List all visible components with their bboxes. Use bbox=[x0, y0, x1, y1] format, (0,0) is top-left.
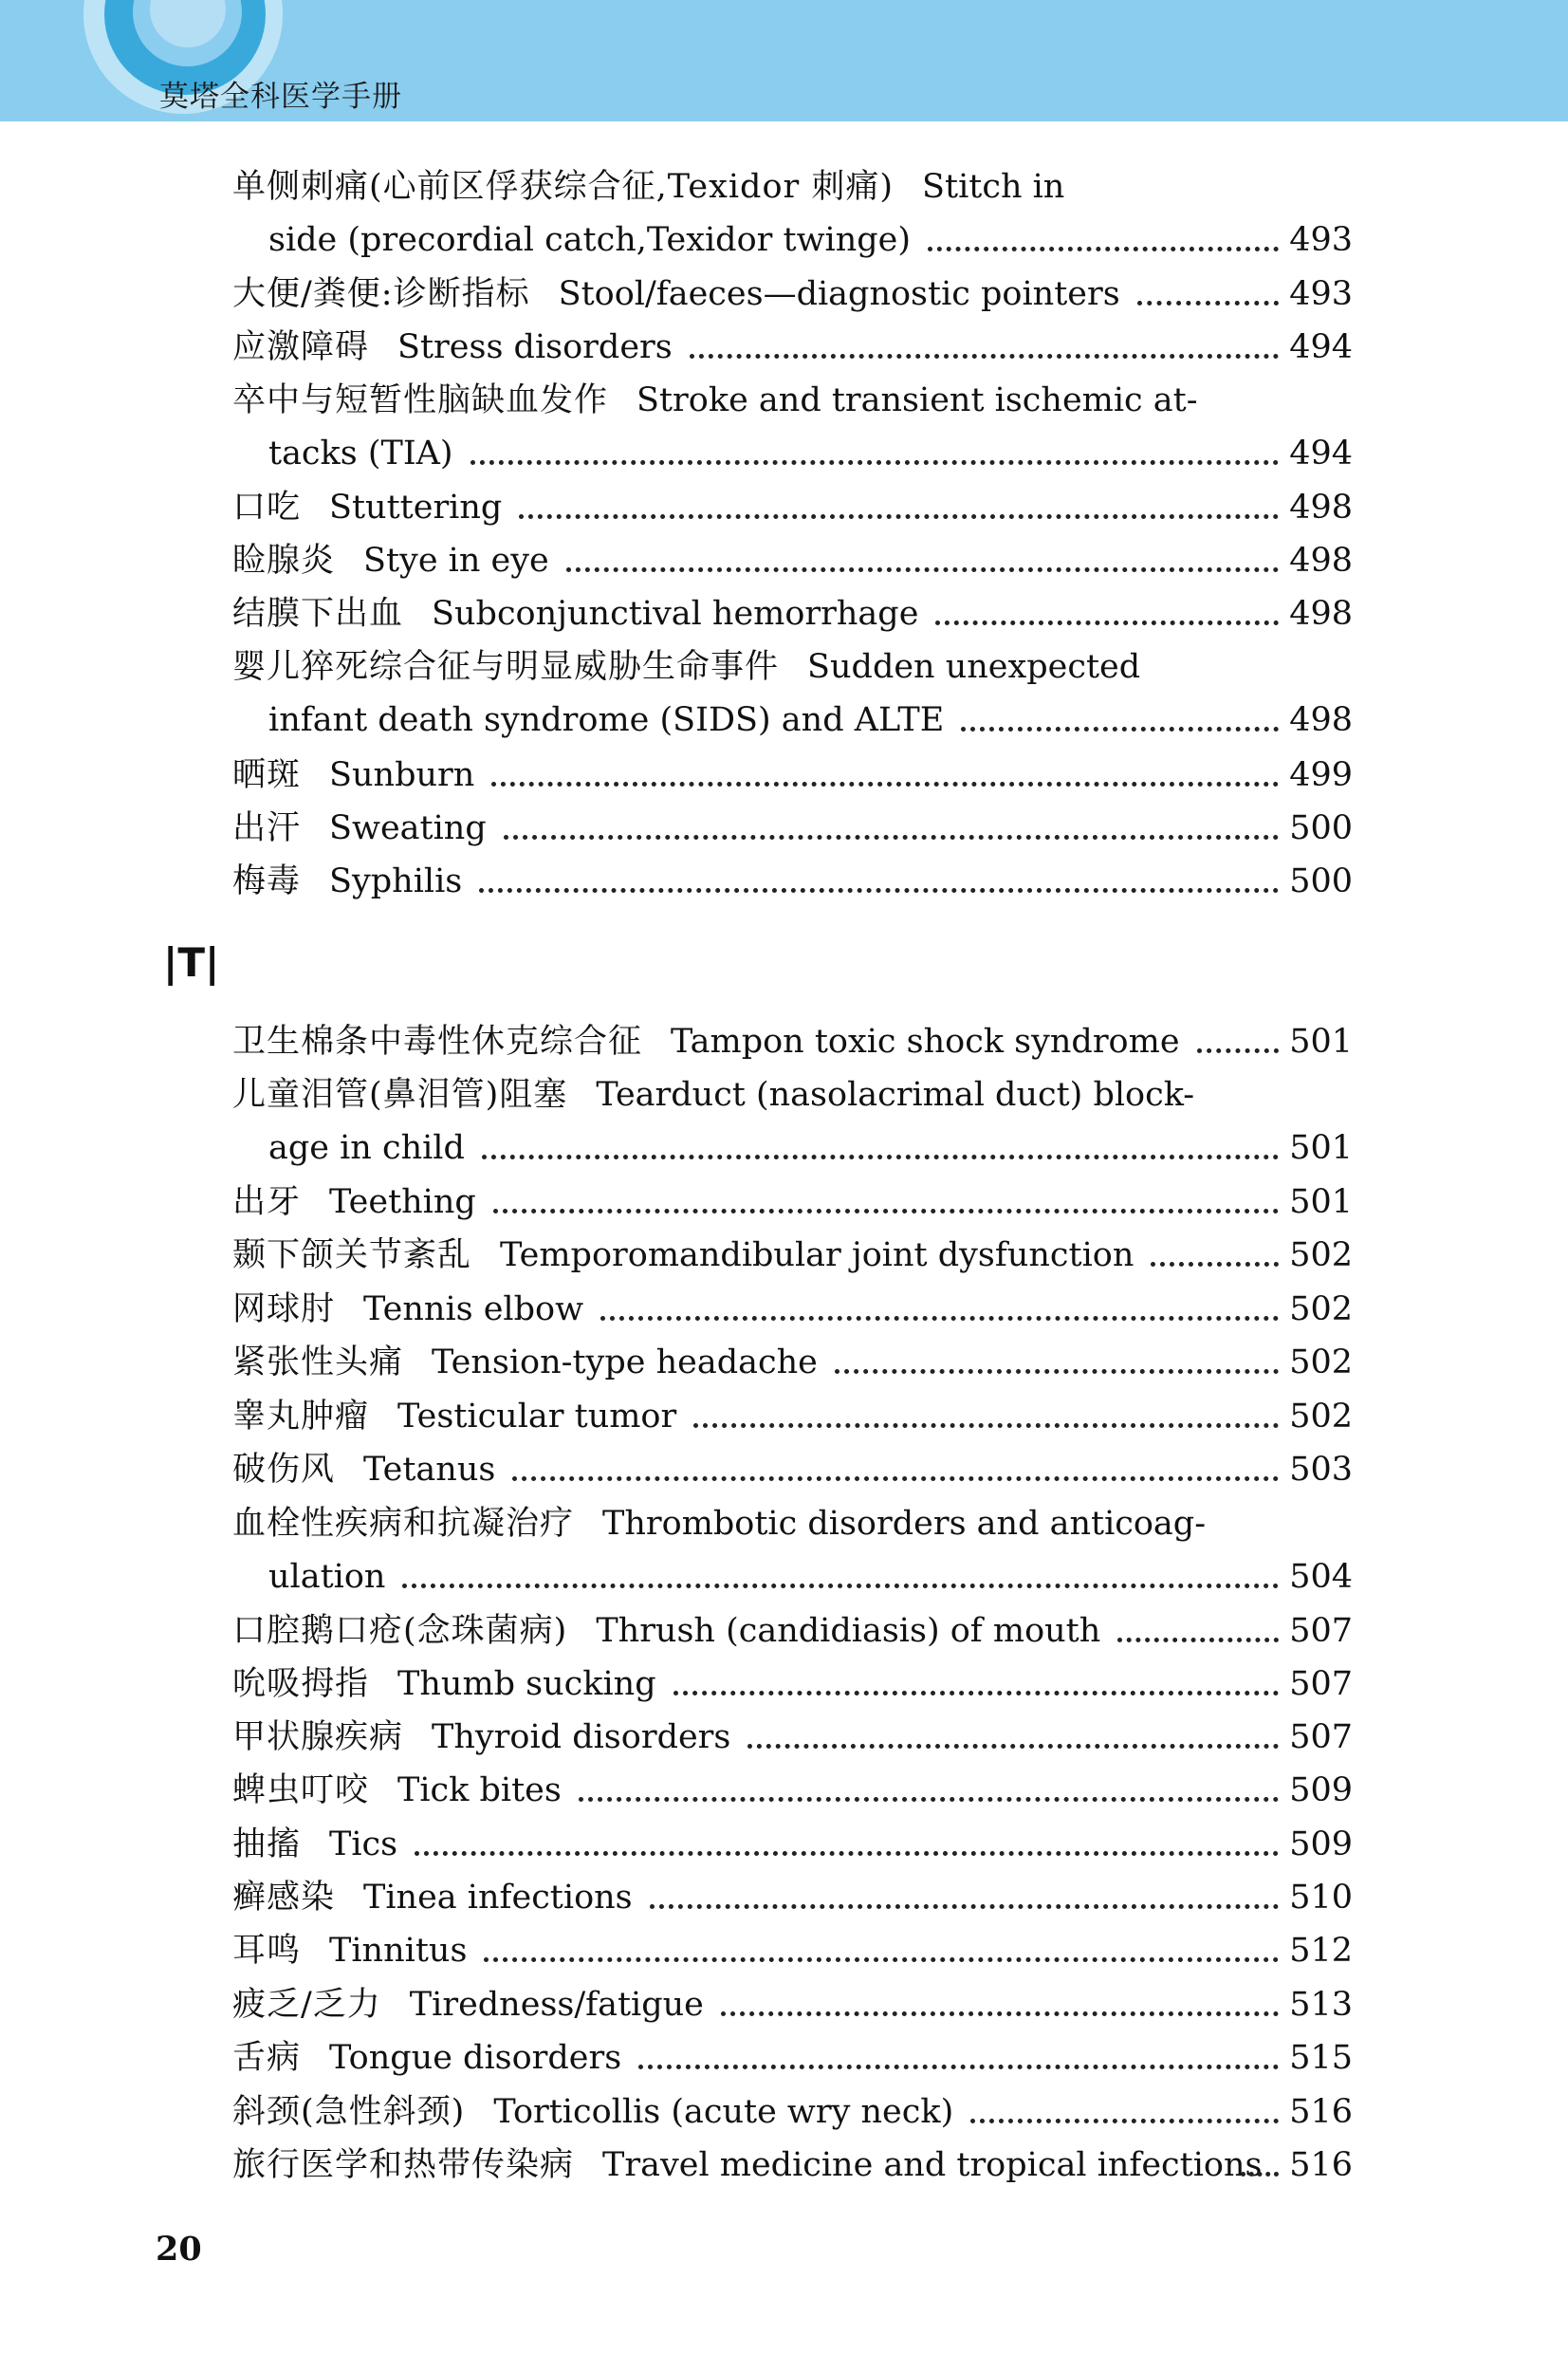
toc-entry-title-line bbox=[232, 1343, 818, 1381]
entry-english-title-continued: tacks (TIA) bbox=[268, 435, 453, 472]
dot-leader bbox=[519, 514, 1279, 519]
entry-page-number: 493 bbox=[1289, 221, 1353, 259]
entry-chinese-title: 耳鸣 bbox=[232, 1932, 302, 1970]
entry-chinese-title: 癣感染 bbox=[232, 1879, 336, 1917]
entry-english-title: Stuttering bbox=[329, 489, 503, 527]
entry-english-title: Temporomandibular joint dysfunction bbox=[500, 1236, 1134, 1274]
dot-leader bbox=[415, 1851, 1279, 1856]
entry-english-title: Sunburn bbox=[329, 756, 475, 794]
entry-chinese-title: 卒中与短暂性脑缺血发作 bbox=[232, 381, 609, 419]
entry-english-title: Travel medicine and tropical infections bbox=[602, 2146, 1263, 2184]
entry-page-number: 504 bbox=[1289, 1558, 1353, 1596]
section-heading-letter: |T| bbox=[163, 939, 220, 986]
entry-chinese-title: 颞下颌关节紊乱 bbox=[232, 1236, 472, 1274]
dot-leader bbox=[638, 2065, 1279, 2069]
toc-entry-title-line bbox=[232, 1183, 476, 1221]
entry-english-title: Tearduct (nasolacrimal duct) block- bbox=[596, 1076, 1195, 1114]
entry-page-number: 509 bbox=[1289, 1825, 1353, 1863]
entry-chinese-title: 口腔鹅口疮(念珠菌病) bbox=[232, 1612, 568, 1650]
entry-chinese-title: 吮吸拇指 bbox=[232, 1665, 370, 1703]
dot-leader bbox=[690, 354, 1279, 359]
toc-entry-title-line bbox=[232, 542, 549, 580]
entry-chinese-title: 梅毒 bbox=[232, 862, 302, 900]
dot-leader bbox=[721, 2011, 1279, 2016]
toc-entry-title-line bbox=[232, 595, 919, 633]
dot-leader bbox=[484, 1957, 1279, 1962]
entry-chinese-title: 紧张性头痛 bbox=[232, 1343, 404, 1381]
entry-chinese-title: 血栓性疾病和抗凝治疗 bbox=[232, 1505, 575, 1543]
dot-leader bbox=[747, 1744, 1279, 1749]
toc-entry-title-line bbox=[232, 381, 1198, 419]
entry-chinese-title: 抽搐 bbox=[232, 1825, 302, 1863]
toc-entry-title-line bbox=[232, 1771, 562, 1809]
toc-entry-title-line bbox=[232, 491, 502, 525]
entry-page-number: 500 bbox=[1289, 862, 1353, 900]
entry-english-title: Torticollis (acute wry neck) bbox=[493, 2093, 954, 2131]
dot-leader bbox=[928, 247, 1279, 251]
entry-chinese-title: 旅行医学和热带传染病 bbox=[232, 2146, 575, 2184]
toc-entry-title-line bbox=[232, 1451, 496, 1489]
dot-leader bbox=[961, 727, 1279, 732]
toc-entry-title-line bbox=[232, 1023, 1180, 1061]
entry-english-title: Tetanus bbox=[363, 1451, 496, 1489]
entry-page-number: 501 bbox=[1289, 1129, 1353, 1167]
toc-entry-title-line bbox=[232, 168, 1065, 206]
entry-english-title: Tampon toxic shock syndrome bbox=[671, 1023, 1180, 1061]
entry-page-number: 516 bbox=[1289, 2146, 1353, 2184]
dot-leader bbox=[935, 621, 1279, 625]
toc-entry-title-line bbox=[232, 862, 463, 900]
entry-page-number: 498 bbox=[1289, 595, 1353, 633]
toc-entry-title-line bbox=[232, 1400, 676, 1434]
entry-english-title: Testicular tumor bbox=[397, 1398, 677, 1436]
entry-english-title: Teething bbox=[329, 1183, 476, 1221]
entry-page-number: 507 bbox=[1289, 1612, 1353, 1650]
entry-english-title: Sudden unexpected bbox=[807, 648, 1141, 686]
dot-leader bbox=[579, 1797, 1279, 1802]
entry-english-title: Subconjunctival hemorrhage bbox=[432, 595, 919, 633]
entry-english-title: Tension-type headache bbox=[432, 1343, 818, 1381]
dot-leader bbox=[402, 1584, 1279, 1588]
dot-leader bbox=[512, 1476, 1279, 1481]
entry-page-number: 499 bbox=[1289, 756, 1353, 794]
toc-entry-title-line bbox=[232, 1290, 584, 1328]
entry-page-number: 507 bbox=[1289, 1665, 1353, 1703]
entry-english-title: Thrush (candidiasis) of mouth bbox=[596, 1612, 1101, 1650]
entry-chinese-title: 出牙 bbox=[232, 1183, 302, 1221]
entry-chinese-title: 出汗 bbox=[232, 809, 302, 847]
entry-page-number: 512 bbox=[1289, 1932, 1353, 1970]
dot-leader bbox=[493, 1209, 1279, 1214]
toc-entry-title-line bbox=[232, 275, 1120, 313]
dot-leader bbox=[482, 1155, 1279, 1159]
entry-page-number: 502 bbox=[1289, 1290, 1353, 1328]
entry-chinese-title: 单侧刺痛(心前区俘获综合征,Texidor 刺痛) bbox=[232, 168, 895, 206]
entry-english-title: Tennis elbow bbox=[363, 1290, 584, 1328]
entry-english-title: Syphilis bbox=[329, 862, 463, 900]
entry-chinese-title: 甲状腺疾病 bbox=[232, 1718, 404, 1756]
entry-chinese-title: 卫生棉条中毒性休克综合征 bbox=[232, 1023, 643, 1061]
book-title: 莫塔全科医学手册 bbox=[159, 80, 402, 114]
entry-page-number: 501 bbox=[1289, 1183, 1353, 1221]
entry-english-title: Tongue disorders bbox=[329, 2039, 622, 2077]
entry-chinese-title: 儿童泪管(鼻泪管)阻塞 bbox=[232, 1076, 568, 1114]
entry-english-title: Tick bites bbox=[397, 1771, 562, 1809]
toc-entry-title-line bbox=[232, 648, 1141, 686]
entry-english-title-continued: infant death syndrome (SIDS) and ALTE bbox=[268, 701, 945, 739]
section-letter: T bbox=[177, 939, 205, 986]
entry-chinese-title: 睾丸肿瘤 bbox=[232, 1398, 370, 1436]
entry-page-number: 500 bbox=[1289, 809, 1353, 847]
entry-chinese-title: 结膜下出血 bbox=[232, 595, 404, 633]
entry-english-title-continued: ulation bbox=[268, 1558, 386, 1596]
toc-entry-title-line bbox=[232, 1825, 398, 1863]
entry-page-number: 515 bbox=[1289, 2039, 1353, 2077]
dot-leader bbox=[1241, 2172, 1279, 2177]
entry-chinese-title: 网球肘 bbox=[232, 1290, 336, 1328]
toc-entry-title-line bbox=[232, 1612, 1101, 1650]
entry-english-title: Tinea infections bbox=[363, 1879, 633, 1917]
dot-leader bbox=[1151, 1262, 1279, 1267]
entry-english-title: Tiredness/fatigue bbox=[409, 1986, 704, 2024]
entry-chinese-title: 大便/粪便:诊断指标 bbox=[232, 275, 530, 313]
entry-english-title-continued: age in child bbox=[268, 1129, 465, 1167]
dot-leader bbox=[693, 1423, 1279, 1428]
entry-chinese-title: 疲乏/乏力 bbox=[232, 1986, 381, 2024]
entry-chinese-title: 蜱虫叮咬 bbox=[232, 1771, 370, 1809]
entry-chinese-title: 睑腺炎 bbox=[232, 542, 336, 580]
toc-entry-title-line bbox=[232, 2039, 622, 2077]
dot-leader bbox=[673, 1691, 1279, 1695]
entry-chinese-title: 舌病 bbox=[232, 2039, 302, 2077]
dot-leader bbox=[970, 2119, 1279, 2123]
entry-english-title: Tics bbox=[329, 1825, 398, 1863]
toc-entry-title-line bbox=[232, 1236, 1134, 1274]
entry-page-number: 502 bbox=[1289, 1343, 1353, 1381]
entry-page-number: 498 bbox=[1289, 542, 1353, 580]
entry-page-number: 513 bbox=[1289, 1986, 1353, 2024]
entry-chinese-title: 应激障碍 bbox=[232, 328, 370, 366]
dot-leader bbox=[470, 460, 1279, 465]
dot-leader bbox=[1137, 301, 1279, 306]
toc-entry-title-line bbox=[232, 1986, 704, 2024]
toc-entry-title-line bbox=[232, 328, 673, 366]
dot-leader bbox=[1197, 1048, 1279, 1053]
toc-entry-title-line bbox=[232, 1076, 1195, 1114]
dot-leader bbox=[566, 567, 1279, 572]
dot-leader bbox=[650, 1904, 1279, 1909]
entry-english-title: Sweating bbox=[329, 809, 487, 847]
dot-leader bbox=[600, 1316, 1279, 1321]
toc-entry-title-line bbox=[232, 2146, 1263, 2184]
entry-english-title: Stress disorders bbox=[397, 328, 673, 366]
entry-page-number: 507 bbox=[1289, 1718, 1353, 1756]
entry-page-number: 494 bbox=[1289, 435, 1353, 472]
entry-page-number: 509 bbox=[1289, 1771, 1353, 1809]
entry-page-number: 494 bbox=[1289, 328, 1353, 366]
entry-english-title: Thumb sucking bbox=[397, 1665, 656, 1703]
entry-english-title-continued: side (precordial catch,Texidor twinge) bbox=[268, 221, 912, 259]
entry-chinese-title: 晒斑 bbox=[232, 756, 302, 794]
entry-page-number: 502 bbox=[1289, 1398, 1353, 1436]
entry-english-title: Stroke and transient ischemic at- bbox=[636, 381, 1198, 419]
dot-leader bbox=[1117, 1638, 1279, 1642]
entry-english-title: Stool/faeces—diagnostic pointers bbox=[558, 275, 1120, 313]
toc-entry-title-line bbox=[232, 1881, 633, 1915]
entry-page-number: 516 bbox=[1289, 2093, 1353, 2131]
entry-chinese-title: 斜颈(急性斜颈) bbox=[232, 2093, 466, 2131]
entry-chinese-title: 婴儿猝死综合征与明显威胁生命事件 bbox=[232, 648, 780, 686]
entry-page-number: 510 bbox=[1289, 1879, 1353, 1917]
toc-entry bbox=[0, 0, 1568, 53]
entry-english-title: Stye in eye bbox=[363, 542, 549, 580]
dot-leader bbox=[491, 782, 1279, 787]
entry-page-number: 501 bbox=[1289, 1023, 1353, 1061]
dot-leader bbox=[479, 888, 1279, 893]
toc-entry-title-line bbox=[232, 1665, 656, 1703]
entry-page-number: 503 bbox=[1289, 1451, 1353, 1489]
entry-english-title: Thrombotic disorders and anticoag- bbox=[602, 1505, 1207, 1543]
entry-english-title: Tinnitus bbox=[329, 1932, 468, 1970]
entry-english-title: Thyroid disorders bbox=[432, 1718, 731, 1756]
dot-leader bbox=[504, 835, 1279, 840]
dot-leader bbox=[835, 1369, 1279, 1374]
toc-entry-title-line bbox=[232, 1718, 731, 1756]
entry-chinese-title: 口吃 bbox=[232, 489, 302, 527]
toc-entry-title-line bbox=[232, 1932, 468, 1970]
entry-page-number: 493 bbox=[1289, 275, 1353, 313]
entry-chinese-title: 破伤风 bbox=[232, 1451, 336, 1489]
toc-entry-title-line bbox=[232, 756, 475, 794]
entry-page-number: 502 bbox=[1289, 1236, 1353, 1274]
toc-entry-title-line bbox=[232, 1505, 1207, 1543]
entry-english-title: Stitch in bbox=[922, 168, 1065, 206]
entry-page-number: 498 bbox=[1289, 489, 1353, 527]
toc-entry-title-line bbox=[232, 809, 487, 847]
page-number: 20 bbox=[156, 2230, 202, 2269]
entry-page-number: 498 bbox=[1289, 701, 1353, 739]
toc-entry-title-line bbox=[232, 2093, 954, 2131]
